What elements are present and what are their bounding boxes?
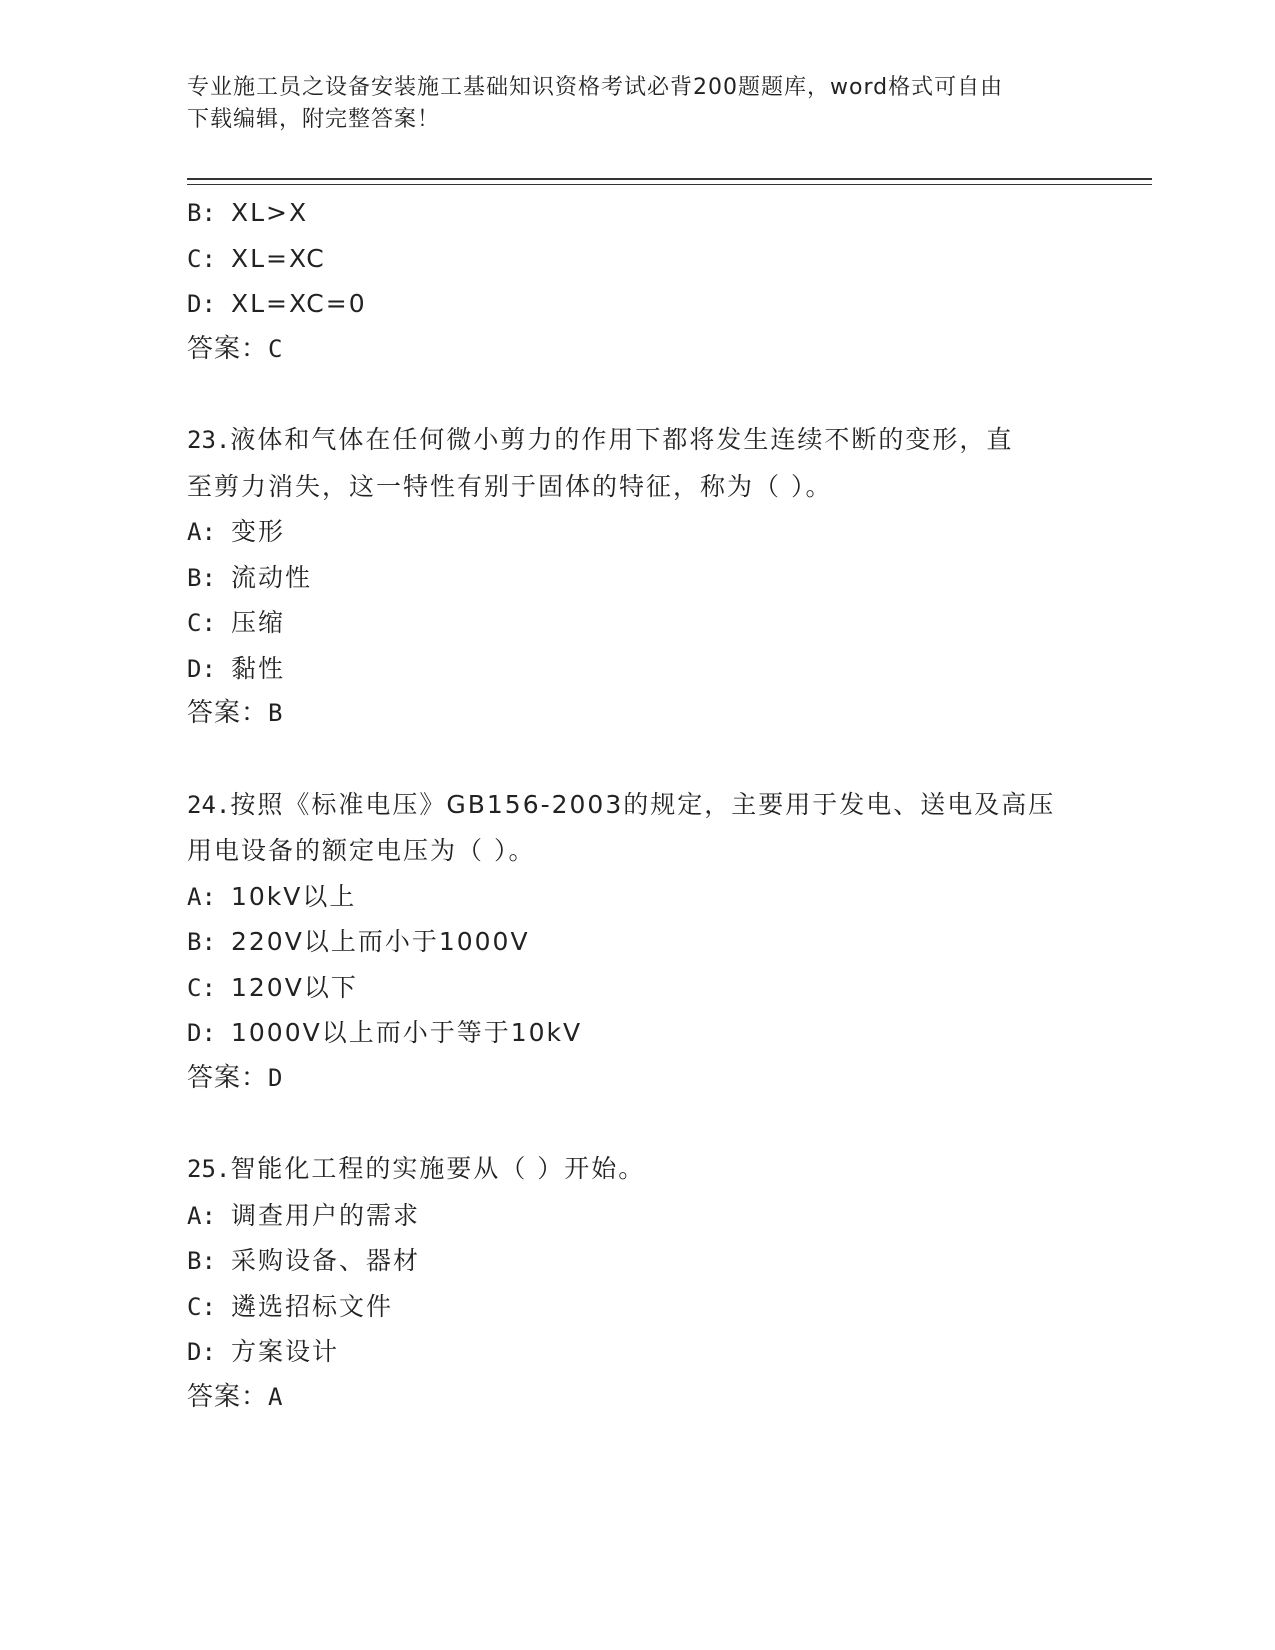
option-letter: C: [187,244,216,273]
question-23 [187,417,1147,737]
question-line-1: 按照《标准电压》GB156-2003的规定，主要用于发电、送电及高压 [230,789,1056,819]
option-c [187,1284,1147,1330]
option-text: 流动性 [231,562,313,592]
option-letter: D: [187,1338,216,1366]
option-text: XL>X [231,198,309,227]
answer-label: 答案： [187,698,269,728]
question-text [187,417,1087,509]
question-number: 24. [187,790,231,819]
question-line-2: 至剪力消失，这一特性有别于固体的特征，称为（ ）。 [187,471,833,501]
question-line-1: 液体和气体在任何微小剪力的作用下都将发生连续不断的变形，直 [230,425,1014,454]
question-list [187,190,1147,1420]
option-d [187,646,1147,692]
option-letter: D: [187,654,216,683]
option-text: 10kV以上 [231,881,357,911]
question-line-2: 用电设备的额定电压为（ ）。 [187,836,536,865]
option-d [187,1329,1147,1375]
document-header [187,72,1067,136]
header-divider-thick [187,178,1152,180]
option-text: XL=XC [231,243,326,273]
option-letter: B: [187,563,216,592]
option-b [187,190,1147,236]
option-b [187,555,1147,601]
option-c [187,236,1147,282]
question-line-1: 智能化工程的实施要从（ ）开始。 [230,1154,646,1183]
option-text: XL=XC=0 [231,289,367,318]
option-text: 120V以下 [231,972,358,1002]
option-text: 方案设计 [231,1337,340,1366]
header-line-1: 专业施工员之设备安装施工基础知识资格考试必背200题题库，word格式可自由 [187,75,1004,100]
answer-line [187,691,1147,737]
option-a [187,509,1147,555]
question-22 [187,190,1147,372]
option-letter: D: [187,1019,216,1047]
option-text: 遴选招标文件 [231,1291,394,1321]
option-text: 变形 [231,517,286,546]
question-number: 25. [187,1155,231,1183]
answer-label: 答案： [187,1062,269,1093]
spacer [187,737,1147,782]
spacer [187,1101,1147,1146]
option-text: 1000V以上而小于等于10kV [231,1018,583,1047]
question-24 [187,782,1147,1102]
question-text [187,1146,1087,1193]
answer-value: B [268,699,284,727]
option-letter: C: [187,1292,216,1321]
option-letter: B: [187,1247,216,1275]
answer-line [187,1056,1147,1102]
option-letter: C: [187,973,216,1002]
answer-value: C [268,334,284,363]
answer-line [187,1375,1147,1421]
option-b [187,1238,1147,1284]
option-a [187,874,1147,920]
question-text [187,782,1087,874]
option-d [187,281,1147,327]
option-c [187,600,1147,646]
option-b [187,919,1147,965]
option-text: 压缩 [231,608,286,637]
header-line-2: 下载编辑，附完整答案！ [187,107,441,132]
answer-label: 答案： [187,333,269,364]
answer-line [187,327,1147,373]
option-d [187,1010,1147,1056]
answer-value: D [268,1063,284,1092]
option-letter: B: [187,199,216,227]
option-letter: A: [187,882,216,911]
option-letter: A: [187,1201,216,1230]
answer-label: 答案： [187,1381,269,1412]
answer-value: A [268,1382,284,1411]
header-divider-thin [187,184,1152,185]
question-25 [187,1146,1147,1420]
option-letter: A: [187,518,216,546]
option-letter: D: [187,290,216,318]
option-text: 采购设备、器材 [231,1246,421,1275]
question-number: 23. [187,426,231,454]
option-text: 220V以上而小于1000V [231,927,530,956]
option-text: 调查用户的需求 [231,1200,421,1230]
option-letter: B: [187,928,216,956]
option-c [187,965,1147,1011]
spacer [187,372,1147,417]
option-letter: C: [187,609,216,637]
option-text: 黏性 [231,653,286,683]
option-a [187,1193,1147,1239]
